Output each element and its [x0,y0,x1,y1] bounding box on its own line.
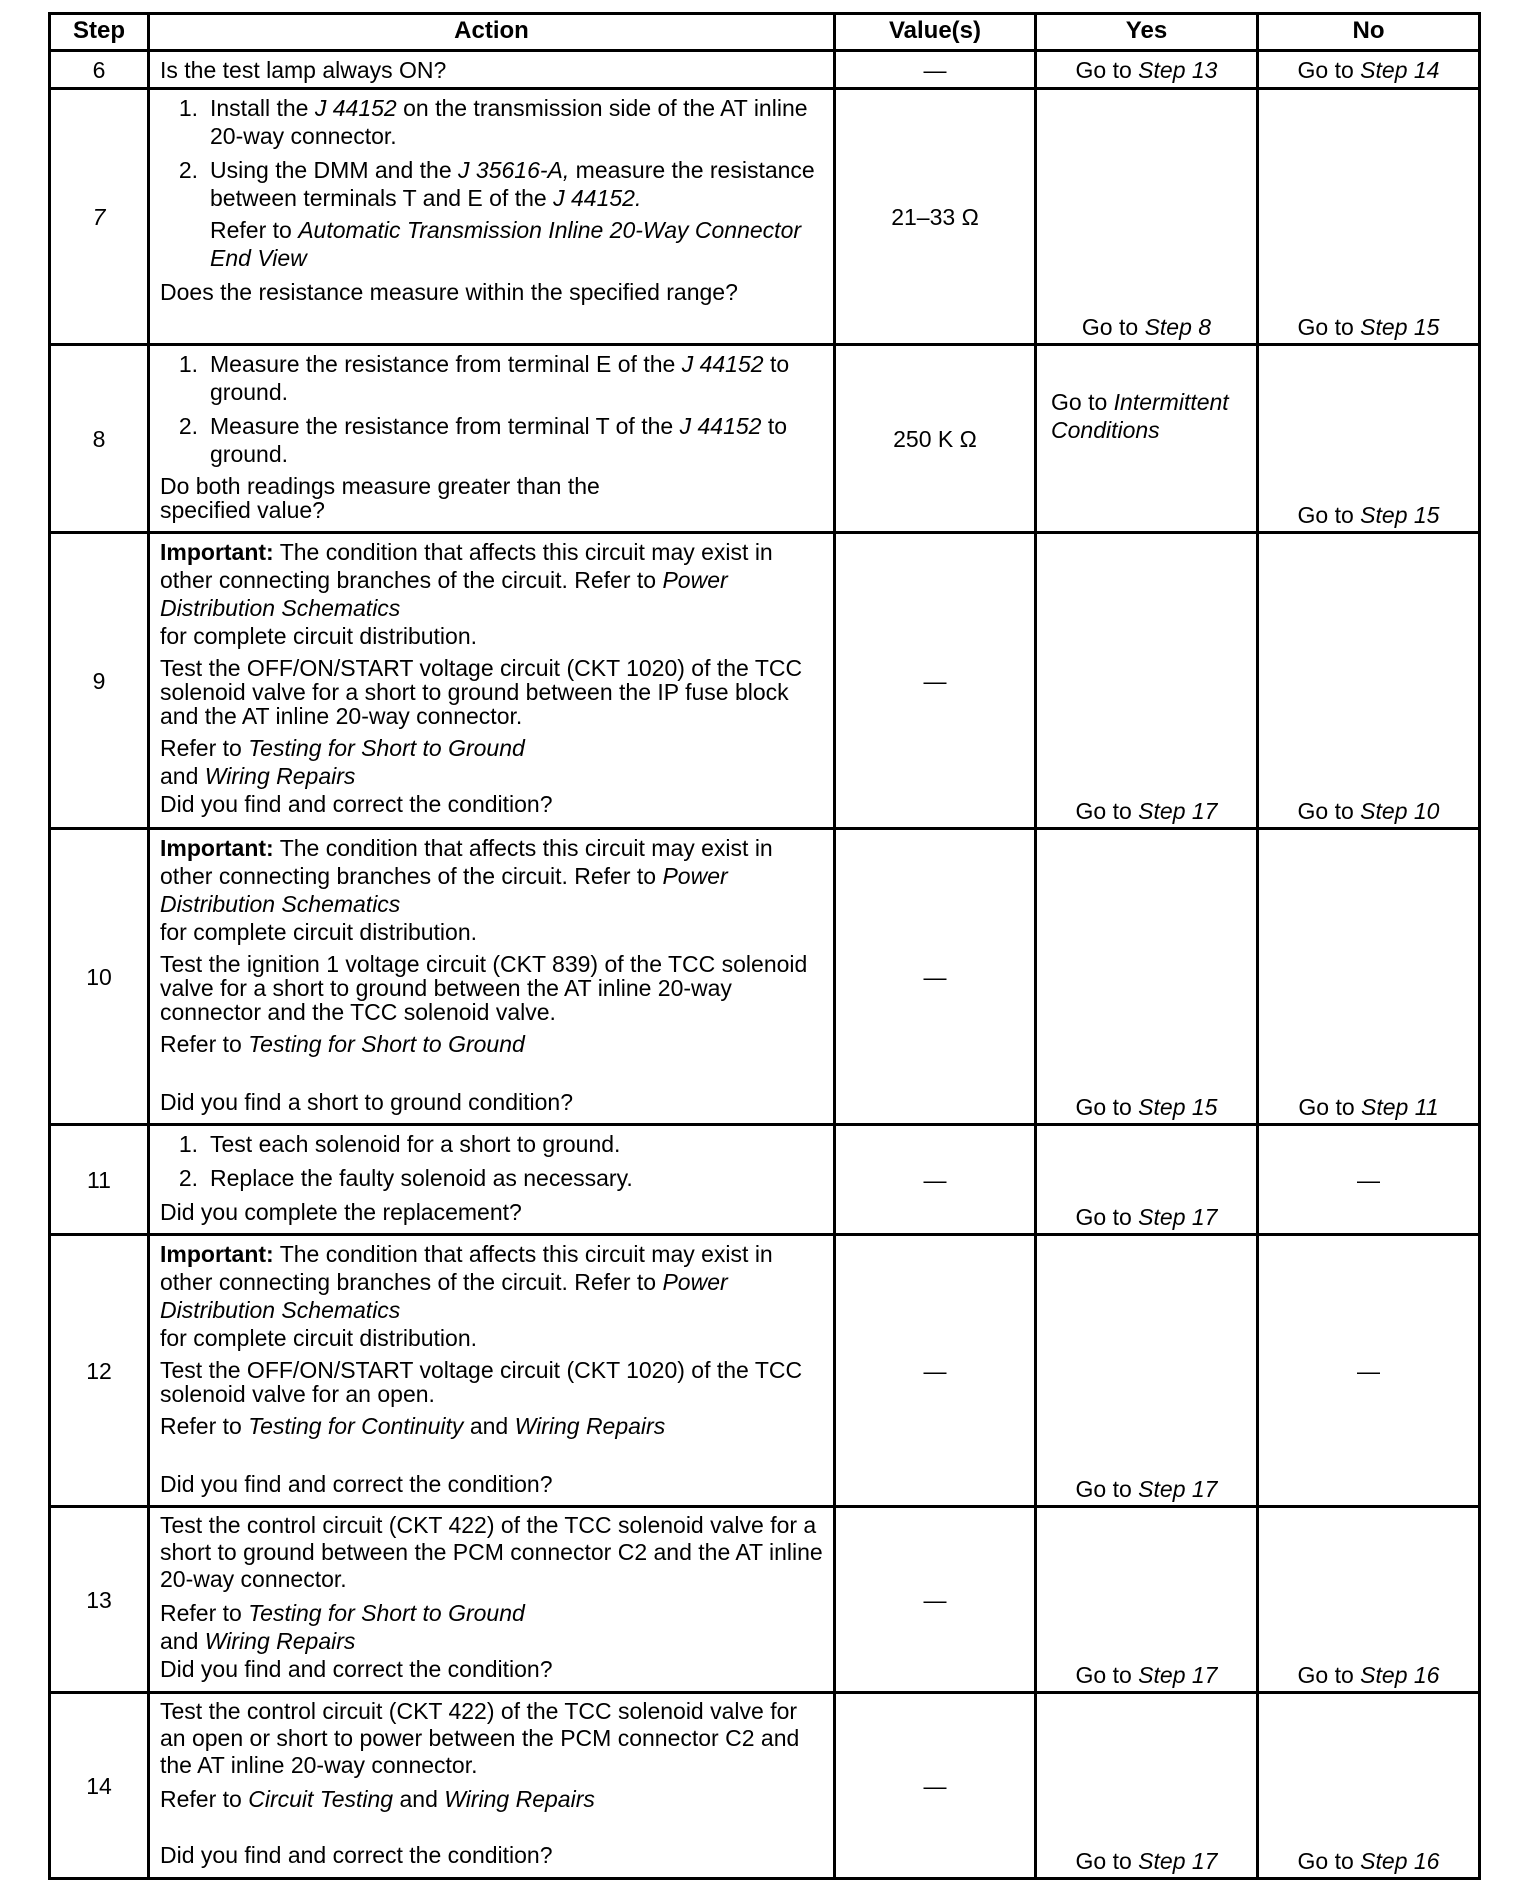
step-number: 7 [50,89,149,345]
step-number: 9 [50,533,149,829]
no-cell: Go to Step 10 [1258,533,1480,829]
step-number: 11 [50,1125,149,1235]
step-number: 6 [50,51,149,89]
procedure-list [160,350,825,468]
value-cell: — [835,1235,1036,1507]
refer-note: Refer to Testing for Short to Ground and Wiring Repairs [160,735,525,789]
question: Did you find and correct the condition? [160,1471,553,1497]
value-cell: — [835,51,1036,89]
doc-link[interactable]: Wiring Repairs [444,1786,595,1812]
step-link[interactable]: Step 10 [1360,798,1440,824]
test-instruction: Test the OFF/ON/START voltage circuit (CKT 1020) of the TCC solenoid valve for a short to ground between the IP fuse block and the AT inline 20-way connector. [160,655,803,729]
no-cell: Go to Step 16 [1258,1693,1480,1879]
list-item: 2. Replace the faulty solenoid as necessary. [178,1165,633,1191]
yes-cell: Go to Step 13 [1036,51,1258,89]
step-link[interactable]: Step 13 [1138,56,1218,83]
table-row [50,1507,1480,1693]
header-values: Value(s) [835,14,1036,51]
table-row [50,345,1480,533]
doc-link[interactable]: Testing for Continuity [248,1413,464,1439]
procedure-list [160,1130,825,1192]
doc-link[interactable]: Power Distribution Schematics [160,1269,728,1323]
doc-link[interactable]: Wiring Repairs [204,1628,356,1654]
test-instruction: Test the control circuit (CKT 422) of the TCC solenoid valve for an open or short to power between the PCM connector C2 and the AT inline 20-way connector. [160,1698,800,1778]
header-action: Action [149,14,835,51]
doc-link[interactable]: Wiring Repairs [514,1413,666,1439]
list-item: 1. Measure the resistance from terminal E of the J 44152 to ground. [178,351,790,405]
step-link[interactable]: Step 15 [1360,502,1440,528]
value-cell: — [835,829,1036,1125]
doc-link[interactable]: Power Distribution Schematics [160,863,728,917]
question: Is the test lamp always ON? [160,56,447,83]
yes-cell: Go to Step 15 [1036,829,1258,1125]
value-cell: — [835,1125,1036,1235]
yes-cell: Go to Step 17 [1036,533,1258,829]
action-cell [149,829,835,1125]
refer-note: Refer to Testing for Short to Ground and Wiring Repairs [160,1600,525,1654]
value-cell: 21–33 Ω [835,89,1036,345]
step-link[interactable]: Step 16 [1360,1848,1440,1874]
question: Did you find and correct the condition? [160,791,553,817]
no-cell: Go to Step 15 [1258,89,1480,345]
header-yes: Yes [1036,14,1258,51]
step-number: 8 [50,345,149,533]
step-link[interactable]: Step 17 [1138,1662,1218,1688]
test-instruction: Test the control circuit (CKT 422) of the TCC solenoid valve for a short to ground between the PCM connector C2 and the AT inline 20-way connector. [160,1512,823,1592]
step-link[interactable]: Step 17 [1138,1848,1218,1874]
question: Did you complete the replacement? [160,1199,522,1225]
value-cell: — [835,533,1036,829]
action-cell [149,1693,835,1879]
doc-link[interactable]: Power Distribution Schematics [160,567,728,621]
value-cell: — [835,1507,1036,1693]
refer-note: Refer to Circuit Testing and Wiring Repairs [160,1786,595,1812]
important-note: Important: The condition that affects this circuit may exist in other connecting branches of the circuit. Refer to Power Distribution Schematics for complete circuit distribution. [160,539,773,649]
table-row [50,51,1480,89]
procedure-list [160,94,825,272]
action-cell [149,89,835,345]
refer-note: Refer to Testing for Continuity and Wiring Repairs [160,1413,666,1439]
refer-note: Refer to Testing for Short to Ground [160,1031,525,1057]
header-no: No [1258,14,1480,51]
test-instruction: Test the OFF/ON/START voltage circuit (CKT 1020) of the TCC solenoid valve for an open. [160,1357,803,1407]
table-row [50,89,1480,345]
yes-cell: Go to Intermittent Conditions [1036,345,1258,533]
list-item: 1. Install the J 44152 on the transmission side of the AT inline 20-way connector. [178,95,808,149]
action-cell [149,1235,835,1507]
step-link[interactable]: Step 17 [1138,1476,1218,1502]
table-row [50,1235,1480,1507]
doc-link[interactable]: Testing for Short to Ground [248,735,525,761]
step-link[interactable]: Step 15 [1360,314,1440,340]
doc-link[interactable]: Testing for Short to Ground [248,1600,525,1626]
step-link[interactable]: Step 17 [1138,798,1218,824]
action-cell [149,1507,835,1693]
table-row [50,829,1480,1125]
question: Did you find a short to ground condition? [160,1089,573,1115]
header-row [50,14,1480,51]
action-cell [149,533,835,829]
step-number: 12 [50,1235,149,1507]
step-link[interactable]: Intermittent Conditions [1051,389,1229,443]
question: Do both readings measure greater than the specified value? [160,473,600,523]
action-cell [149,1125,835,1235]
yes-cell: Go to Step 17 [1036,1693,1258,1879]
value-cell: — [835,1693,1036,1879]
table-row [50,533,1480,829]
step-link[interactable]: Step 16 [1360,1662,1440,1688]
question: Did you find and correct the condition? [160,1656,553,1682]
important-note: Important: The condition that affects this circuit may exist in other connecting branches of the circuit. Refer to Power Distribution Schematics for complete circuit distribution. [160,835,773,945]
step-number: 10 [50,829,149,1125]
no-cell: Go to Step 11 [1258,829,1480,1125]
yes-cell: Go to Step 17 [1036,1507,1258,1693]
step-link[interactable]: Step 11 [1361,1094,1439,1120]
yes-cell: Go to Step 8 [1036,89,1258,345]
list-item: 2. Measure the resistance from terminal T of the J 44152 to ground. [178,413,788,467]
no-cell: — [1258,1125,1480,1235]
action-cell [149,345,835,533]
table-row [50,1693,1480,1879]
step-number: 13 [50,1507,149,1693]
yes-cell: Go to Step 17 [1036,1235,1258,1507]
list-item: 2. Using the DMM and the J 35616-A, measure the resistance between terminals T and E of the J 44152. Refer to Automatic Transmission Inline 20-Way Connector End View [178,157,815,271]
step-link[interactable]: Step 14 [1360,56,1440,83]
test-instruction: Test the ignition 1 voltage circuit (CKT 839) of the TCC solenoid valve for a short to ground between the AT inline 20-way connector and the TCC solenoid valve. [160,951,808,1025]
question: Did you find and correct the condition? [160,1842,553,1868]
step-link[interactable]: Step 8 [1144,314,1212,340]
value-cell: 250 K Ω [835,345,1036,533]
no-cell: Go to Step 16 [1258,1507,1480,1693]
yes-cell: Go to Step 17 [1036,1125,1258,1235]
diagnostic-table [48,12,1481,1880]
diagnostic-table-sheet [48,12,1478,1880]
step-number: 14 [50,1693,149,1879]
question: Does the resistance measure within the specified range? [160,279,738,305]
step-link[interactable]: Step 15 [1138,1094,1218,1120]
no-cell: Go to Step 14 [1258,51,1480,89]
doc-link[interactable]: Wiring Repairs [204,763,356,789]
header-step: Step [50,14,149,51]
list-item: 1. Test each solenoid for a short to ground. [178,1131,621,1157]
action-cell [149,51,835,89]
no-cell: Go to Step 15 [1258,345,1480,533]
doc-link[interactable]: Testing for Short to Ground [248,1031,525,1057]
no-cell: — [1258,1235,1480,1507]
table-row [50,1125,1480,1235]
step-link[interactable]: Step 17 [1138,1204,1218,1230]
doc-link[interactable]: Automatic Transmission Inline 20-Way Connector End View [210,217,802,271]
doc-link[interactable]: Circuit Testing [248,1786,394,1812]
important-note: Important: The condition that affects this circuit may exist in other connecting branches of the circuit. Refer to Power Distribution Schematics for complete circuit distribution. [160,1241,773,1351]
